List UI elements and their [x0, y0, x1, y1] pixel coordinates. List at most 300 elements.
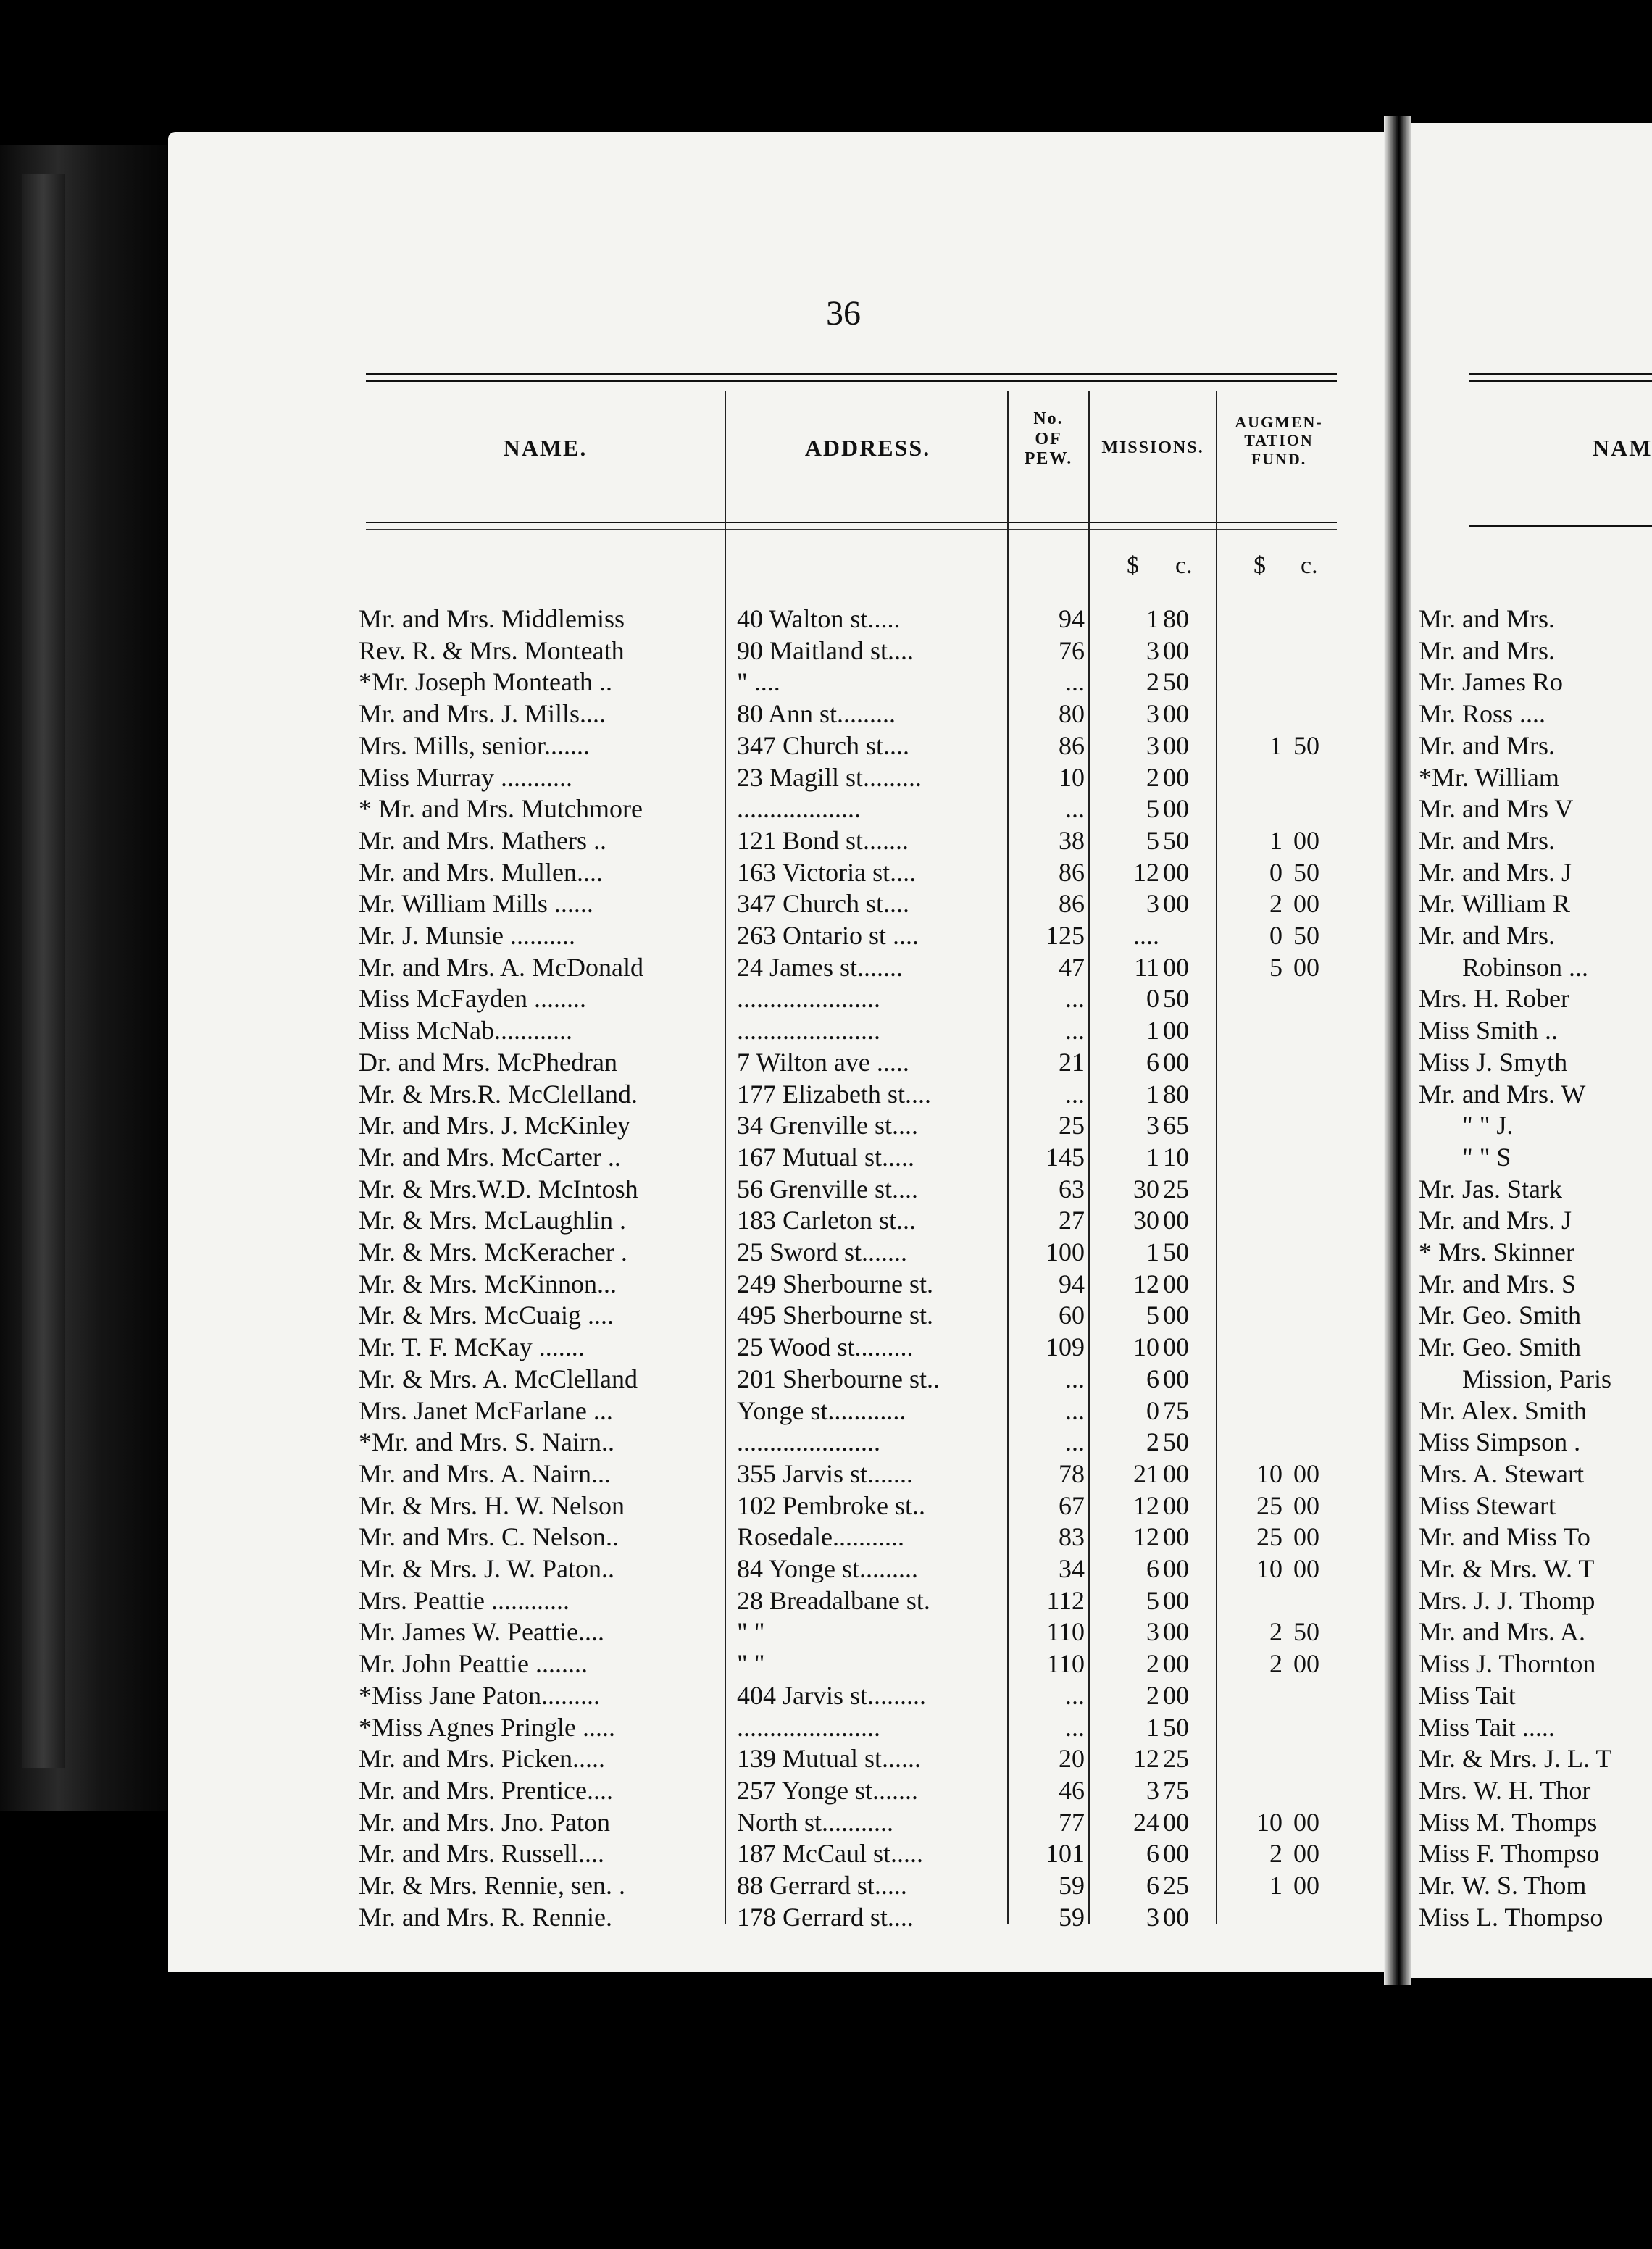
entry-pew: 77 [1059, 1807, 1085, 1837]
entry-aug-cents: 00 [1293, 889, 1319, 919]
entry-pew: 86 [1059, 857, 1085, 887]
entry-missions-dollars: 21 [1133, 1459, 1159, 1488]
entry-name: Mr. and Mrs. Russell.... [359, 1839, 605, 1869]
entry-name: Mr. and Mrs. J. Mills.... [359, 699, 606, 729]
entry-missions-dollars: 12 [1133, 857, 1159, 887]
table-row [0, 1237, 1377, 1267]
entry-missions-cents: 25 [1163, 1871, 1189, 1900]
right-page [1411, 123, 1652, 1978]
entry-missions-cents: 00 [1163, 952, 1189, 982]
entry-name: Miss Murray ........... [359, 762, 572, 792]
right-list-item: Mr. W. S. Thom [1419, 1871, 1587, 1900]
entry-name: Mr. and Mrs. C. Nelson.. [359, 1522, 619, 1552]
entry-name: Mr. & Mrs. McKeracher . [359, 1238, 627, 1267]
right-list-item: Mr. and Mrs V [1419, 794, 1574, 824]
header-name: NAME. [503, 435, 588, 461]
entry-name: Mr. John Peattie ........ [359, 1649, 588, 1679]
entry-missions-dollars: 3 [1146, 889, 1159, 919]
aug-dollar-label: $ [1253, 552, 1266, 579]
table-row [0, 762, 1377, 793]
entry-missions-dollars: 2 [1146, 1649, 1159, 1679]
entry-name: Mr. & Mrs. Rennie, sen. . [359, 1871, 625, 1900]
top-rule [366, 373, 1337, 375]
entry-address: 263 Ontario st .... [737, 921, 919, 950]
header-pew-line3: PEW. [1024, 449, 1073, 469]
entry-pew: 67 [1059, 1490, 1085, 1520]
right-list-item: Miss J. Thornton [1419, 1649, 1596, 1679]
entry-missions-dollars: 5 [1146, 1585, 1159, 1615]
entry-name: Mr. & Mrs.W.D. McIntosh [359, 1174, 638, 1203]
entry-name: Mr. William Mills ...... [359, 889, 593, 919]
right-list-item: Mr. Alex. Smith [1419, 1395, 1588, 1425]
entry-name: Mr. & Mrs. J. W. Paton.. [359, 1554, 615, 1583]
entry-address: North st........... [737, 1807, 893, 1837]
entry-address: 139 Mutual st...... [737, 1744, 922, 1774]
entry-missions-cents: 00 [1163, 1016, 1189, 1046]
right-list-item: * Mrs. Skinner [1419, 1238, 1574, 1267]
entry-aug-cents: 50 [1293, 1617, 1319, 1647]
entry-aug-cents: 00 [1293, 1459, 1319, 1488]
entry-pew: 47 [1059, 952, 1085, 982]
entry-aug-dollars: 2 [1269, 1617, 1282, 1647]
entry-missions-dollars: 5 [1146, 825, 1159, 855]
right-list-item: Mr. Geo. Smith [1419, 1332, 1582, 1362]
entry-pew: 27 [1059, 1206, 1085, 1235]
entry-missions-cents: 80 [1163, 1079, 1189, 1109]
table-row [0, 1364, 1377, 1394]
entry-name: *Mr. and Mrs. S. Nairn.. [359, 1427, 614, 1457]
entry-aug-dollars: 1 [1269, 730, 1282, 760]
entry-missions-dollars: 1 [1146, 1238, 1159, 1267]
table-row [0, 1680, 1377, 1711]
table-row [0, 1332, 1377, 1362]
entry-missions-dollars: 3 [1146, 699, 1159, 729]
entry-aug-cents: 00 [1293, 1522, 1319, 1552]
entry-name: *Miss Agnes Pringle ..... [359, 1712, 616, 1742]
table-row [0, 1300, 1377, 1330]
table-row [0, 635, 1377, 666]
entry-missions-dollars: 1 [1146, 1016, 1159, 1046]
right-list-item: *Mr. William [1419, 762, 1559, 792]
header-missions: MISSIONS. [1101, 438, 1204, 457]
entry-missions-cents: 50 [1163, 1712, 1189, 1742]
header-address: ADDRESS. [804, 435, 931, 461]
right-list-item: Mr. and Mrs. W [1419, 1079, 1586, 1109]
entry-pew: 94 [1059, 1269, 1085, 1298]
entry-address: Rosedale........... [737, 1522, 904, 1552]
entry-name: Mr. and Mrs. Mullen.... [359, 857, 603, 887]
entry-missions-cents: 00 [1163, 1554, 1189, 1583]
entry-missions-dollars: 6 [1146, 1839, 1159, 1869]
entry-address: 163 Victoria st.... [737, 857, 917, 887]
entry-aug-cents: 50 [1293, 730, 1319, 760]
entry-name: Mrs. Janet McFarlane ... [359, 1395, 613, 1425]
entry-pew: 59 [1059, 1902, 1085, 1932]
entry-missions-dollars: 30 [1133, 1206, 1159, 1235]
entry-pew: 112 [1046, 1585, 1085, 1615]
entry-missions-dollars: 6 [1146, 1554, 1159, 1583]
entry-aug-dollars: 5 [1269, 952, 1282, 982]
entry-address: 257 Yonge st....... [737, 1775, 919, 1805]
entry-address: 102 Pembroke st.. [737, 1490, 925, 1520]
entry-address: 347 Church st.... [737, 730, 909, 760]
entry-missions-cents: 00 [1163, 1332, 1189, 1362]
right-list-item: Mr. James Ro [1419, 667, 1564, 697]
entry-missions-dollars: 2 [1146, 762, 1159, 792]
table-row [0, 888, 1377, 919]
entry-pew: 110 [1046, 1617, 1085, 1647]
entry-pew: ... [1065, 1395, 1085, 1425]
book-gutter [1384, 116, 1411, 1985]
entry-address: " " [737, 1649, 765, 1679]
entry-pew: 101 [1046, 1839, 1085, 1869]
right-list-item: Mr. and Mrs. A. [1419, 1617, 1586, 1647]
table-row [0, 1047, 1377, 1077]
entry-pew: ... [1065, 1680, 1085, 1710]
entry-name: Mr. J. Munsie .......... [359, 921, 576, 950]
entry-missions-dollars: 3 [1146, 730, 1159, 760]
right-list-item: Mr. and Mrs. [1419, 730, 1555, 760]
entry-aug-cents: 00 [1293, 1490, 1319, 1520]
table-row [0, 698, 1377, 729]
missions-dollar-label: $ [1127, 552, 1139, 579]
entry-address: 177 Elizabeth st.... [737, 1079, 931, 1109]
table-row [0, 1174, 1377, 1204]
table-row [0, 667, 1377, 697]
entry-missions-cents: 00 [1163, 762, 1189, 792]
table-row [0, 1616, 1377, 1647]
entry-address: ................... [737, 794, 861, 824]
entry-missions-cents: 25 [1163, 1174, 1189, 1203]
right-list-item: Miss Tait [1419, 1680, 1516, 1710]
right-list-item: Mr. William R [1419, 889, 1570, 919]
entry-missions-cents: 00 [1163, 1490, 1189, 1520]
entry-pew: ... [1065, 1364, 1085, 1393]
entry-name: Mr. and Mrs. A. McDonald [359, 952, 643, 982]
entry-missions-dollars: 5 [1146, 794, 1159, 824]
entry-missions-dollars: 0 [1146, 1395, 1159, 1425]
entry-missions-cents: 00 [1163, 1807, 1189, 1837]
entry-aug-dollars: 2 [1269, 1649, 1282, 1679]
entry-pew: ... [1065, 1427, 1085, 1457]
right-list-item: Mrs. W. H. Thor [1419, 1775, 1591, 1805]
entry-missions-cents: 00 [1163, 1839, 1189, 1869]
right-list-item: " " J. [1462, 1111, 1514, 1140]
entry-pew: 60 [1059, 1301, 1085, 1330]
entry-missions-cents: 75 [1163, 1775, 1189, 1805]
entry-pew: 20 [1059, 1744, 1085, 1774]
table-row [0, 1807, 1377, 1837]
entry-name: Miss McNab............ [359, 1016, 572, 1046]
header-rule-2 [366, 529, 1337, 530]
entry-pew: 125 [1046, 921, 1085, 950]
entry-aug-cents: 00 [1293, 825, 1319, 855]
aug-cents-label: c. [1301, 552, 1318, 579]
entry-pew: 80 [1059, 699, 1085, 729]
header-aug-line1: AUGMEN- [1235, 413, 1323, 431]
entry-aug-cents: 50 [1293, 921, 1319, 950]
entry-address: ...................... [737, 1016, 880, 1046]
table-row [0, 1490, 1377, 1521]
entry-missions-dollars: 3 [1146, 635, 1159, 665]
table-row [0, 1427, 1377, 1457]
entry-pew: 38 [1059, 825, 1085, 855]
right-list-item: Miss F. Thompso [1419, 1839, 1600, 1869]
right-list-item: Miss J. Smyth [1419, 1047, 1568, 1077]
entry-missions-dollars: 3 [1146, 1617, 1159, 1647]
entry-missions-cents: 00 [1163, 1902, 1189, 1932]
entry-address: 404 Jarvis st......... [737, 1680, 926, 1710]
entry-missions-cents: 00 [1163, 1680, 1189, 1710]
table-row [0, 1712, 1377, 1743]
table-row [0, 730, 1377, 761]
entry-name: Mr. James W. Peattie.... [359, 1617, 604, 1647]
entry-missions-cents: 00 [1163, 1522, 1189, 1552]
entry-pew: 25 [1059, 1111, 1085, 1140]
entry-missions-dollars: 1 [1146, 1079, 1159, 1109]
table-row [0, 1142, 1377, 1172]
entry-missions-cents: 50 [1163, 1427, 1189, 1457]
right-list-item: Miss Stewart [1419, 1490, 1556, 1520]
right-list-item: Mrs. J. J. Thomp [1419, 1585, 1595, 1615]
right-list-item: Mr. and Miss To [1419, 1522, 1590, 1552]
entry-pew: ... [1065, 1079, 1085, 1109]
entry-name: Mr. & Mrs. A. McClelland [359, 1364, 638, 1393]
table-row [0, 1648, 1377, 1679]
right-list-item: Mr. Geo. Smith [1419, 1301, 1582, 1330]
entry-missions-dollars: 24 [1133, 1807, 1159, 1837]
entry-missions-cents: 75 [1163, 1395, 1189, 1425]
table-row [0, 793, 1377, 824]
entry-pew: ... [1065, 1016, 1085, 1046]
header-pew [1009, 409, 1088, 470]
entry-missions-dollars: 6 [1146, 1364, 1159, 1393]
entry-missions-cents: 00 [1163, 730, 1189, 760]
entry-missions-cents: 00 [1163, 635, 1189, 665]
entry-name: Mrs. Peattie ............ [359, 1585, 570, 1615]
entry-aug-cents: 00 [1293, 952, 1319, 982]
entry-missions-cents: 00 [1163, 857, 1189, 887]
entry-missions-dollars: 1 [1146, 604, 1159, 633]
entry-missions-dollars: 5 [1146, 1301, 1159, 1330]
entry-name: Mr. & Mrs. McCuaig .... [359, 1301, 614, 1330]
entry-missions-cents: 00 [1163, 889, 1189, 919]
top-rule-thin [366, 380, 1337, 382]
entry-pew: 100 [1046, 1238, 1085, 1267]
entry-pew: 76 [1059, 635, 1085, 665]
entry-address: 80 Ann st......... [737, 699, 896, 729]
entry-address: 355 Jarvis st....... [737, 1459, 913, 1488]
entry-missions-dollars: 3 [1146, 1111, 1159, 1140]
entry-missions-cents: 00 [1163, 1047, 1189, 1077]
entry-name: Mr. and Mrs. R. Rennie. [359, 1902, 612, 1932]
entry-name: *Mr. Joseph Monteath .. [359, 667, 612, 697]
entry-name: Mr. and Mrs. Middlemiss [359, 604, 625, 633]
entry-aug-dollars: 10 [1256, 1807, 1282, 1837]
entry-address: ...................... [737, 1712, 880, 1742]
entry-aug-cents: 00 [1293, 1649, 1319, 1679]
entry-missions-cents: 00 [1163, 1459, 1189, 1488]
right-header-name: NAM [1593, 435, 1652, 461]
entry-pew: ... [1065, 667, 1085, 697]
entry-address: 347 Church st.... [737, 889, 909, 919]
right-list-item: Mr. Ross .... [1419, 699, 1546, 729]
table-row [0, 983, 1377, 1014]
entry-missions-dollars: 12 [1133, 1490, 1159, 1520]
entry-address: 25 Wood st......... [737, 1332, 914, 1362]
entry-address: 178 Gerrard st.... [737, 1902, 914, 1932]
entry-name: Mr. and Mrs. Jno. Paton [359, 1807, 611, 1837]
entry-missions-cents: 65 [1163, 1111, 1189, 1140]
entry-address: 25 Sword st....... [737, 1238, 908, 1267]
entry-missions-cents: 80 [1163, 604, 1189, 633]
entry-missions-dollars: 2 [1146, 1427, 1159, 1457]
table-row [0, 1585, 1377, 1616]
entry-missions-dollars: 6 [1146, 1871, 1159, 1900]
entry-missions-cents: 50 [1163, 667, 1189, 697]
table-row [0, 1395, 1377, 1426]
right-list-item: Mission, Paris [1462, 1364, 1612, 1393]
right-top-rule-thin [1469, 380, 1652, 382]
entry-address: 56 Grenville st.... [737, 1174, 918, 1203]
entry-name: Mr. & Mrs. McLaughlin . [359, 1206, 626, 1235]
table-row [0, 920, 1377, 951]
entry-address: 84 Yonge st......... [737, 1554, 919, 1583]
entry-pew: ... [1065, 1712, 1085, 1742]
table-row [0, 1205, 1377, 1235]
right-list-item: Mrs. H. Rober [1419, 984, 1569, 1014]
entry-missions-cents: 00 [1163, 1649, 1189, 1679]
right-list-item: Robinson ... [1462, 952, 1589, 982]
entry-address: 28 Breadalbane st. [737, 1585, 930, 1615]
table-row [0, 604, 1377, 634]
table-row [0, 1775, 1377, 1806]
entry-aug-cents: 00 [1293, 1839, 1319, 1869]
right-list-item: Mr. and Mrs. J [1419, 857, 1572, 887]
entry-missions-cents: 50 [1163, 984, 1189, 1014]
entry-pew: 145 [1046, 1142, 1085, 1172]
entry-name: *Miss Jane Paton......... [359, 1680, 600, 1710]
table-row [0, 1870, 1377, 1900]
right-list-item: Mr. and Mrs. [1419, 604, 1555, 633]
entry-address: 201 Sherbourne st.. [737, 1364, 940, 1393]
table-row [0, 1743, 1377, 1774]
right-list-item: Miss Simpson . [1419, 1427, 1581, 1457]
entry-missions-dollars: 12 [1133, 1744, 1159, 1774]
entry-missions-dollars: 10 [1133, 1332, 1159, 1362]
entry-missions-cents: 25 [1163, 1744, 1189, 1774]
entry-address: 34 Grenville st.... [737, 1111, 918, 1140]
entry-pew: 10 [1059, 762, 1085, 792]
entry-address: " .... [737, 667, 780, 697]
entry-aug-dollars: 10 [1256, 1459, 1282, 1488]
entry-address: 167 Mutual st..... [737, 1142, 915, 1172]
header-rule [366, 522, 1337, 523]
entry-aug-dollars: 25 [1256, 1522, 1282, 1552]
entry-missions-cents: 00 [1163, 1364, 1189, 1393]
entry-missions-dollars: .... [1133, 921, 1159, 950]
right-list-item: Mr. & Mrs. W. T [1419, 1554, 1595, 1583]
page-number: 36 [826, 294, 861, 333]
right-list-item: Mr. and Mrs. [1419, 825, 1555, 855]
entry-name: Mr. T. F. McKay ....... [359, 1332, 585, 1362]
entry-address: 24 James st....... [737, 952, 903, 982]
entry-aug-dollars: 0 [1269, 857, 1282, 887]
entry-pew: 83 [1059, 1522, 1085, 1552]
entry-name: Mr. & Mrs. McKinnon... [359, 1269, 617, 1298]
entry-aug-dollars: 1 [1269, 1871, 1282, 1900]
entry-aug-cents: 00 [1293, 1807, 1319, 1837]
entry-missions-dollars: 3 [1146, 1775, 1159, 1805]
right-header-rule [1469, 525, 1652, 527]
right-list-item: Mr. and Mrs. [1419, 635, 1555, 665]
header-pew-line1: No. [1033, 409, 1064, 428]
table-row [0, 1522, 1377, 1552]
entry-missions-cents: 00 [1163, 1617, 1189, 1647]
entry-aug-cents: 50 [1293, 857, 1319, 887]
table-row [0, 825, 1377, 856]
right-list-item: Miss M. Thomps [1419, 1807, 1598, 1837]
entry-name: Miss McFayden ........ [359, 984, 586, 1014]
entry-pew: 110 [1046, 1649, 1085, 1679]
table-row [0, 1015, 1377, 1046]
entry-address: Yonge st............ [737, 1395, 906, 1425]
entry-address: 249 Sherbourne st. [737, 1269, 933, 1298]
entry-name: Mrs. Mills, senior....... [359, 730, 591, 760]
right-list-item: Mr. and Mrs. [1419, 921, 1555, 950]
entry-pew: 21 [1059, 1047, 1085, 1077]
entry-pew: 86 [1059, 730, 1085, 760]
entry-aug-cents: 00 [1293, 1554, 1319, 1583]
right-list-item: Mr. Jas. Stark [1419, 1174, 1562, 1203]
entry-address: 7 Wilton ave ..... [737, 1047, 909, 1077]
entry-name: Mr. & Mrs. H. W. Nelson [359, 1490, 625, 1520]
entry-aug-dollars: 1 [1269, 825, 1282, 855]
entry-address: 495 Sherbourne st. [737, 1301, 933, 1330]
table-row [0, 857, 1377, 888]
entry-missions-dollars: 3 [1146, 1902, 1159, 1932]
entry-aug-cents: 00 [1293, 1871, 1319, 1900]
entry-missions-dollars: 30 [1133, 1174, 1159, 1203]
entry-pew: 78 [1059, 1459, 1085, 1488]
right-list-item: Mr. & Mrs. J. L. T [1419, 1744, 1612, 1774]
entry-name: Dr. and Mrs. McPhedran [359, 1047, 617, 1077]
entry-name: Mr. & Mrs.R. McClelland. [359, 1079, 638, 1109]
entry-missions-cents: 00 [1163, 1585, 1189, 1615]
entry-address: ...................... [737, 984, 880, 1014]
header-aug-line3: FUND. [1251, 449, 1307, 468]
entry-address: 40 Walton st..... [737, 604, 901, 633]
entry-missions-cents: 00 [1163, 1301, 1189, 1330]
entry-address: 23 Magill st......... [737, 762, 922, 792]
entry-address: " " [737, 1617, 765, 1647]
entry-missions-dollars: 12 [1133, 1522, 1159, 1552]
entry-pew: 86 [1059, 889, 1085, 919]
table-row [0, 1110, 1377, 1140]
entry-pew: 59 [1059, 1871, 1085, 1900]
entry-name: Rev. R. & Mrs. Monteath [359, 635, 625, 665]
right-list-item: Mr. and Mrs. J [1419, 1206, 1572, 1235]
entry-pew: 63 [1059, 1174, 1085, 1203]
table-row [0, 1838, 1377, 1869]
entry-missions-cents: 00 [1163, 1206, 1189, 1235]
entry-pew: 46 [1059, 1775, 1085, 1805]
entry-aug-dollars: 10 [1256, 1554, 1282, 1583]
entry-missions-cents: 50 [1163, 1238, 1189, 1267]
entry-address: 183 Carleton st... [737, 1206, 916, 1235]
entry-missions-dollars: 2 [1146, 667, 1159, 697]
entry-address: ...................... [737, 1427, 880, 1457]
